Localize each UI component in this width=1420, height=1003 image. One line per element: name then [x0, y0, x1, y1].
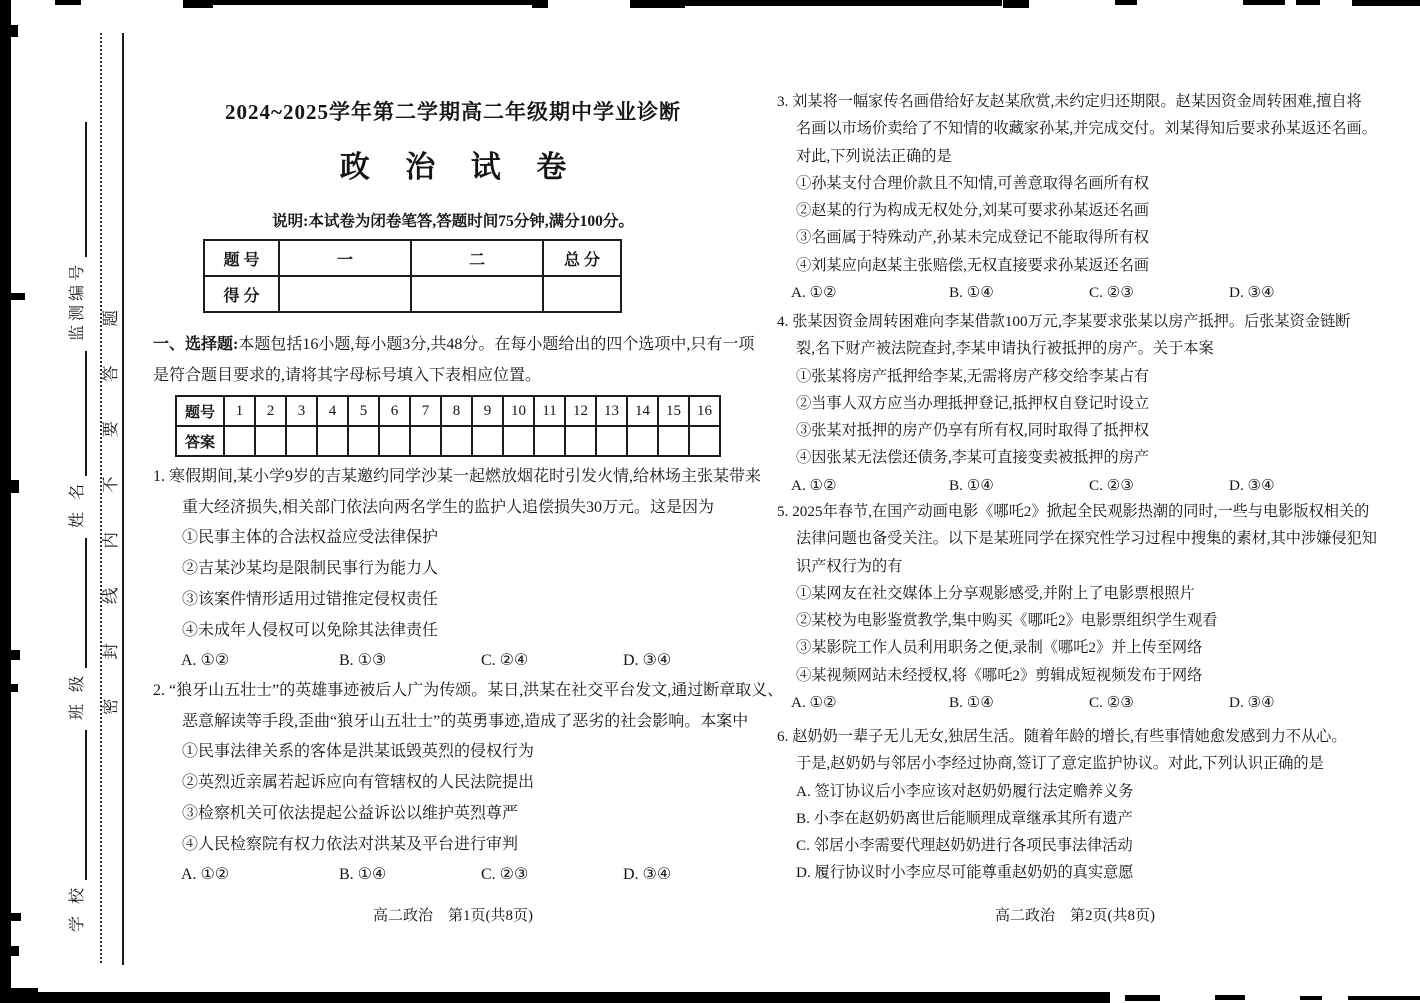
- choice-D: D. ③④: [1229, 694, 1275, 712]
- score-table: [203, 239, 622, 313]
- seal-field-name-blank: [72, 351, 87, 476]
- question-option-line: ①某网友在社交媒体上分享观影感受,并附上了电影票根照片: [796, 584, 1195, 602]
- answer-grid-number-cell: 9: [472, 396, 503, 426]
- scan-artifact-top-line: [630, 0, 1002, 6]
- scan-artifact-bottom-dash: [1348, 996, 1420, 1000]
- question-option-line: ①民事法律关系的客体是洪某诋毁英烈的侵权行为: [182, 743, 535, 761]
- answer-grid-number-cell: 15: [658, 396, 689, 426]
- answer-grid-number-cell: 6: [379, 396, 410, 426]
- seal-field-exam-number-blank: [72, 122, 87, 257]
- question-stem-line: 2. “狼牙山五壮士”的英雄事迹被后人广为传颂。某日,洪某在社交平台发文,通过断章取义、: [153, 682, 784, 699]
- question-stem-line: 法律问题也备受关注。以下是某班同学在探究性学习过程中搜集的素材,其中涉嫌侵犯知: [796, 530, 1377, 548]
- scan-artifact-top-line: [1352, 0, 1420, 6]
- answer-grid-answer-cell: [317, 426, 348, 456]
- question-option-line: B. 小李在赵奶奶离世后能顺理成章继承其所有遗产: [796, 809, 1133, 827]
- answer-grid-answer-cell: [410, 426, 441, 456]
- answer-grid-answer-cell: [472, 426, 503, 456]
- scan-artifact-tick: [11, 293, 25, 300]
- answer-grid-answer-cell: [224, 426, 255, 456]
- exam-note: 说明:本试卷为闭卷笔答,答题时间75分钟,满分100分。: [272, 213, 634, 230]
- answer-grid-numbers-row: [176, 396, 720, 426]
- choice-A: A. ①②: [791, 284, 837, 302]
- answer-grid-row2-label: 答案: [176, 426, 224, 456]
- seal-field-school-label: 学 校: [69, 883, 86, 932]
- section-one-intro-text: 本题包括16小题,每小题3分,共48分。在每小题给出的四个选项中,只有一项: [238, 336, 755, 353]
- question-option-line: ③检察机关可依法提起公益诉讼以维护英烈尊严: [182, 804, 519, 822]
- scan-artifact-bottom-dash: [1125, 995, 1160, 1001]
- scan-artifact-bottom-dash: [1215, 995, 1245, 1000]
- question-choices-row: [153, 860, 753, 891]
- scan-artifact-top-line: [183, 0, 213, 8]
- question-number: 2.: [153, 682, 165, 699]
- answer-grid-answer-cell: [441, 426, 472, 456]
- answer-grid-answer-cell: [689, 426, 720, 456]
- question-6: [777, 723, 1373, 887]
- question-option-line: ④人民检察院有权力依法对洪某及平台进行审判: [182, 835, 519, 853]
- seal-field-exam-number-label: 监测编号: [69, 260, 86, 341]
- seal-field-class-blank: [72, 538, 87, 668]
- score-table-empty-cell: [411, 276, 543, 312]
- question-1: [153, 462, 762, 677]
- scan-artifact-tick: [11, 913, 21, 921]
- question-stem-line: 裂,名下财产被法院查封,李某申请执行被抵押的房产。关于本案: [796, 340, 1214, 358]
- scan-artifact-top-line: [1296, 0, 1320, 5]
- question-option-line: ④某视频网站未经授权,将《哪吒2》剪辑成短视频发布于网络: [796, 666, 1203, 684]
- answer-grid-number-cell: 3: [286, 396, 317, 426]
- scan-artifact-top-line: [1003, 0, 1029, 8]
- scan-artifact-bottom-dash: [1300, 996, 1322, 1000]
- seal-field-class: [64, 538, 87, 720]
- question-5: [777, 498, 1377, 716]
- seal-field-school-blank: [72, 730, 87, 880]
- choice-B: B. ①④: [949, 476, 994, 494]
- question-stem-line: 名画以市场价卖给了不知情的收藏家孙某,并完成交付。刘某得知后要求孙某返还名画。: [796, 120, 1377, 138]
- seal-field-name: [64, 351, 87, 528]
- choice-A: A. ①②: [791, 694, 837, 712]
- choice-C: C. ②③: [1089, 476, 1134, 494]
- choice-D: D. ③④: [623, 866, 672, 884]
- answer-grid-answer-cell: [286, 426, 317, 456]
- question-option-line: ④刘某应向赵某主张赔偿,无权直接要求孙某返还名画: [796, 256, 1150, 274]
- answer-grid-answer-cell: [565, 426, 596, 456]
- question-choices-row: [777, 279, 1373, 306]
- scan-artifact-top-line: [1243, 0, 1285, 5]
- seal-phrase: 密封线内不要答题: [101, 271, 120, 715]
- answer-grid-number-cell: 14: [627, 396, 658, 426]
- question-stem-line: 6. 赵奶奶一辈子无儿无女,独居生活。随着年龄的增长,有些事情她愈发感到力不从心。: [777, 728, 1347, 745]
- section-one-intro-line2: 是符合题目要求的,请将其字母标号填入下表相应位置。: [153, 367, 542, 384]
- question-number: 5.: [777, 503, 789, 520]
- page-1: [153, 88, 784, 948]
- scan-artifact-left-bar: [0, 0, 11, 1003]
- score-table-score-row: [204, 276, 621, 312]
- scan-artifact-top-line: [183, 0, 545, 5]
- score-table-question-label: 题 号: [204, 240, 279, 276]
- question-stem-line: 4. 张某因资金周转困难向李某借款100万元,李某要求张某以房产抵押。后张某资金链断: [777, 313, 1351, 330]
- scan-artifact-bottom-bar: [0, 992, 1110, 1003]
- question-option-line: ①孙某支付合理价款且不知情,可善意取得名画所有权: [796, 174, 1150, 192]
- question-stem-line: 对此,下列说法正确的是: [796, 147, 952, 165]
- question-option-line: ②赵某的行为构成无权处分,刘某可要求孙某返还名画: [796, 202, 1150, 220]
- answer-grid-row1-label: 题号: [176, 396, 224, 426]
- score-table-header-row: [204, 240, 621, 276]
- choice-A: A. ①②: [181, 652, 230, 670]
- answer-grid-number-cell: 2: [255, 396, 286, 426]
- question-number: 1.: [153, 468, 165, 485]
- score-table-score-label: 得 分: [204, 276, 279, 312]
- scan-artifact-tick: [11, 684, 18, 692]
- question-number: 4.: [777, 313, 789, 330]
- answer-grid-answer-cell: [534, 426, 565, 456]
- question-option-line: ③名画属于特殊动产,孙某未完成登记不能取得所有权: [796, 229, 1150, 247]
- question-option-line: ④未成年人侵权可以免除其法律责任: [182, 621, 439, 639]
- answer-grid-answer-cell: [255, 426, 286, 456]
- scan-artifact-bottom-bar: [0, 988, 38, 1003]
- question-option-line: ④因张某无法偿还债务,李某可直接变卖被抵押的房产: [796, 449, 1150, 467]
- answer-grid-number-cell: 5: [348, 396, 379, 426]
- question-option-line: ②英烈近亲属若起诉应向有管辖权的人民法院提出: [182, 774, 535, 792]
- scan-artifact-tick: [11, 480, 19, 493]
- answer-grid: [175, 395, 721, 457]
- page-2-footer: 高二政治 第2页(共8页): [995, 908, 1155, 924]
- answer-grid-answer-cell: [348, 426, 379, 456]
- question-stem-line: 重大经济损失,相关部门依法向两名学生的监护人追偿损失30万元。这是因为: [182, 498, 715, 516]
- answer-grid-answer-cell: [503, 426, 534, 456]
- seal-field-class-label: 班 级: [69, 671, 86, 720]
- choice-C: C. ②③: [1089, 694, 1134, 712]
- answer-grid-number-cell: 7: [410, 396, 441, 426]
- question-stem-line: 1. 寒假期间,某小学9岁的吉某邀约同学沙某一起燃放烟花时引发火情,给林场主张某带来: [153, 468, 762, 485]
- choice-D: D. ③④: [623, 652, 672, 670]
- answer-grid-number-cell: 4: [317, 396, 348, 426]
- score-table-empty-cell: [279, 276, 411, 312]
- question-stem-line: 3. 刘某将一幅家传名画借给好友赵某欣赏,未约定归还期限。赵某因资金周转困难,擅自将: [777, 93, 1362, 110]
- question-4: [777, 308, 1373, 499]
- seal-field-exam-number: [64, 122, 87, 341]
- seal-field-school: [64, 730, 87, 932]
- answer-grid-number-cell: 8: [441, 396, 472, 426]
- answer-grid-answer-cell: [658, 426, 689, 456]
- choice-D: D. ③④: [1229, 476, 1275, 494]
- scan-artifact-top-line: [1115, 0, 1137, 5]
- choice-A: A. ①②: [791, 476, 837, 494]
- question-option-line: ②某校为电影鉴赏教学,集中购买《哪吒2》电影票组织学生观看: [796, 612, 1218, 630]
- section-one-intro-line1: [153, 329, 754, 360]
- question-stem-line: 5. 2025年春节,在国产动画电影《哪吒2》掀起全民观影热潮的同时,一些与电影版权相关的: [777, 503, 1370, 520]
- question-option-line: C. 邻居小李需要代理赵奶奶进行各项民事法律活动: [796, 837, 1133, 855]
- section-one-intro: [153, 329, 754, 391]
- choice-A: A. ①②: [181, 866, 230, 884]
- question-3: [777, 88, 1377, 306]
- answer-grid-answer-cell: [627, 426, 658, 456]
- choice-D: D. ③④: [1229, 284, 1275, 302]
- question-stem-line: 恶意解读等手段,歪曲“狼牙山五壮士”的英勇事迹,造成了恶劣的社会影响。本案中: [182, 712, 749, 730]
- question-option-line: ③某影院工作人员利用职务之便,录制《哪吒2》并上传至网络: [796, 639, 1203, 657]
- choice-C: C. ②③: [481, 866, 529, 884]
- score-table-total-label: 总 分: [543, 240, 621, 276]
- score-table-empty-cell: [543, 276, 621, 312]
- answer-grid-answer-cell: [596, 426, 627, 456]
- choice-B: B. ①③: [339, 652, 387, 670]
- question-number: 3.: [777, 93, 789, 110]
- question-choices-row: [777, 689, 1373, 716]
- score-table-section-two: 二: [411, 240, 543, 276]
- answer-grid-number-cell: 12: [565, 396, 596, 426]
- answer-grid-number-cell: 1: [224, 396, 255, 426]
- question-stem-line: 于是,赵奶奶与邻居小李经过协商,签订了意定监护协议。对此,下列认识正确的是: [796, 755, 1324, 773]
- score-table-section-one: 一: [279, 240, 411, 276]
- choice-B: B. ①④: [339, 866, 387, 884]
- question-choices-row: [777, 472, 1373, 499]
- question-option-line: ②当事人双方应当办理抵押登记,抵押权自登记时设立: [796, 394, 1150, 412]
- question-number: 6.: [777, 728, 789, 745]
- choice-B: B. ①④: [949, 284, 994, 302]
- answer-grid-answers-row: [176, 426, 720, 456]
- question-option-line: ①民事主体的合法权益应受法律保护: [182, 529, 439, 547]
- scan-artifact-tick: [11, 25, 18, 37]
- exam-title: 2024~2025学年第二学期高二年级期中学业诊断: [225, 100, 681, 124]
- question-2: [153, 676, 784, 891]
- answer-grid-number-cell: 16: [689, 396, 720, 426]
- question-option-line: ②吉某沙某均是限制民事行为能力人: [182, 560, 439, 578]
- answer-grid-number-cell: 11: [534, 396, 565, 426]
- question-option-line: D. 履行协议时小李应尽可能尊重赵奶奶的真实意愿: [796, 864, 1134, 882]
- choice-C: C. ②④: [481, 652, 529, 670]
- question-option-line: ③该案件情形适用过错推定侵权责任: [182, 590, 439, 608]
- scan-artifact-tick: [11, 946, 19, 956]
- question-choices-row: [153, 646, 753, 677]
- question-option-line: ①张某将房产抵押给李某,无需将房产移交给李某占有: [796, 367, 1150, 385]
- page-2: [777, 88, 1377, 948]
- page-1-footer: 高二政治 第1页(共8页): [373, 908, 533, 924]
- subject-title: 政 治 试 卷: [339, 151, 581, 184]
- question-option-line: A. 签订协议后小李应该对赵奶奶履行法定赡养义务: [796, 782, 1134, 800]
- scan-artifact-tick: [11, 650, 20, 660]
- scan-artifact-top-line: [55, 0, 81, 5]
- answer-grid-answer-cell: [379, 426, 410, 456]
- question-stem-line: 识产权行为的有: [796, 557, 903, 575]
- choice-C: C. ②③: [1089, 284, 1134, 302]
- question-option-line: ③张某对抵押的房产仍享有所有权,同时取得了抵押权: [796, 422, 1150, 440]
- seal-fields: [51, 52, 87, 932]
- choice-B: B. ①④: [949, 694, 994, 712]
- scan-artifact-top-line: [630, 0, 685, 8]
- section-one-label: 一、选择题:: [153, 336, 239, 353]
- answer-grid-number-cell: 13: [596, 396, 627, 426]
- seal-field-name-label: 姓 名: [69, 479, 86, 528]
- answer-grid-number-cell: 10: [503, 396, 534, 426]
- scan-artifact-top-line: [532, 0, 548, 8]
